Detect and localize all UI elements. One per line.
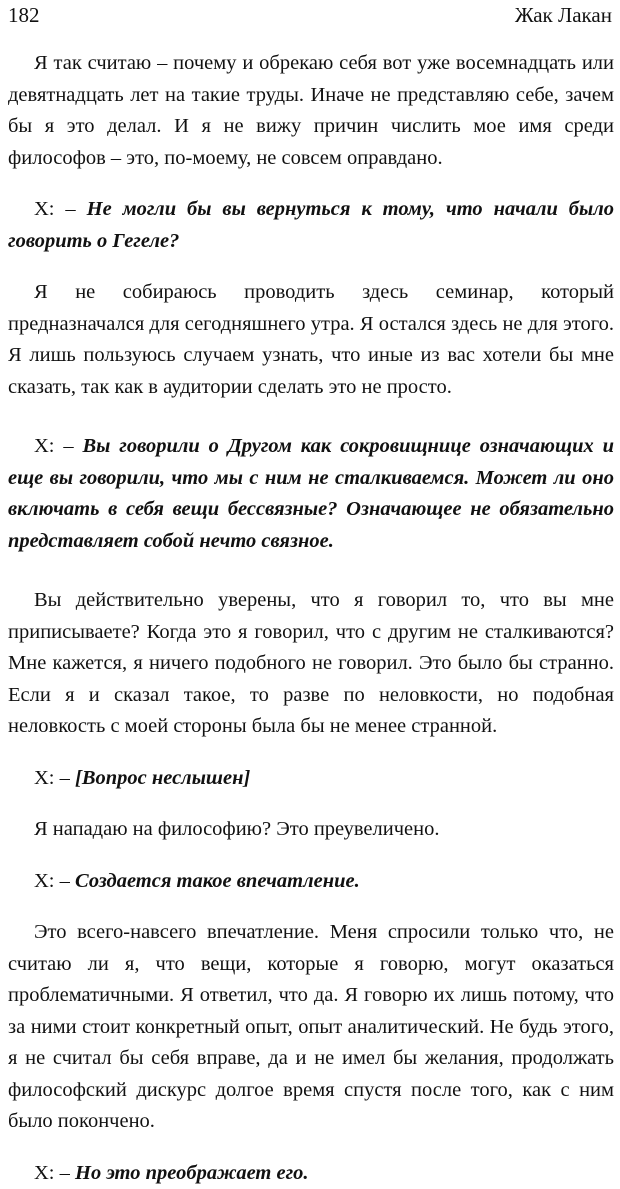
answer-paragraph: Я нападаю на философию? Это преувеличено.	[8, 814, 614, 846]
running-head	[8, 0, 614, 34]
question-paragraph	[8, 866, 614, 898]
question-text: Но это преображает его.	[75, 1162, 309, 1184]
question-text: Вы говорили о Другом как сокровищнице означающих и еще вы говорили, что мы с ним не сталкиваемся. Может ли оно включать в себя вещи бессвязные? Означающее не обязательно представляет собой нечто связное.	[8, 435, 614, 552]
answer-paragraph: Это всего-навсего впечатление. Меня спросили только что, не считаю ли я, что вещи, которые я говорю, могут оказаться проблематичными. Я ответил, что да. Я говорю их лишь потому, что за ними стоит конкретный опыт, опыт аналитический. Не будь этого, я не считал бы себя вправе, да и не имел бы желания, продолжать философский дискурс долгое время спустя после того, как с ним было покончено.	[8, 917, 614, 1138]
question-paragraph	[8, 1158, 614, 1189]
speaker-label: X: –	[34, 435, 74, 457]
question-paragraph	[8, 194, 614, 257]
speaker-label: X: –	[34, 767, 70, 789]
speaker-label: X: –	[34, 1162, 70, 1184]
question-text: Не могли бы вы вернуться к тому, что начали было говорить о Гегеле?	[8, 198, 614, 252]
page-number: 182	[8, 0, 40, 30]
speaker-label: X: –	[34, 198, 76, 220]
question-text: Создается такое впечатление.	[75, 870, 360, 892]
question-paragraph	[8, 763, 614, 795]
question-text: [Вопрос неслышен]	[75, 767, 250, 789]
answer-paragraph: Вы действительно уверены, что я говорил то, что вы мне приписываете? Когда это я говорил, что с другим не сталкиваются? Мне кажется, я ничего подобного не говорил. Это было бы странно. Если я и сказал такое, то разве по неловкости, но подобная неловкость с моей стороны была бы не менее странной.	[8, 585, 614, 743]
question-paragraph	[8, 431, 614, 557]
running-title: Жак Лакан	[515, 0, 614, 30]
answer-paragraph: Я не собираюсь проводить здесь семинар, который предназначался для сегодняшнего утра. Я остался здесь не для этого. Я лишь пользуюсь случаем узнать, что иные из вас хотели бы мне сказать, так как в аудитории сделать это не просто.	[8, 277, 614, 403]
speaker-label: X: –	[34, 870, 70, 892]
answer-paragraph: Я так считаю – почему и обрекаю себя вот уже восемнадцать или девятнадцать лет на такие труды. Иначе не представляю себе, зачем бы я это делал. И я не вижу причин числить мое имя среди философов – это, по-моему, не совсем оправдано.	[8, 48, 614, 174]
